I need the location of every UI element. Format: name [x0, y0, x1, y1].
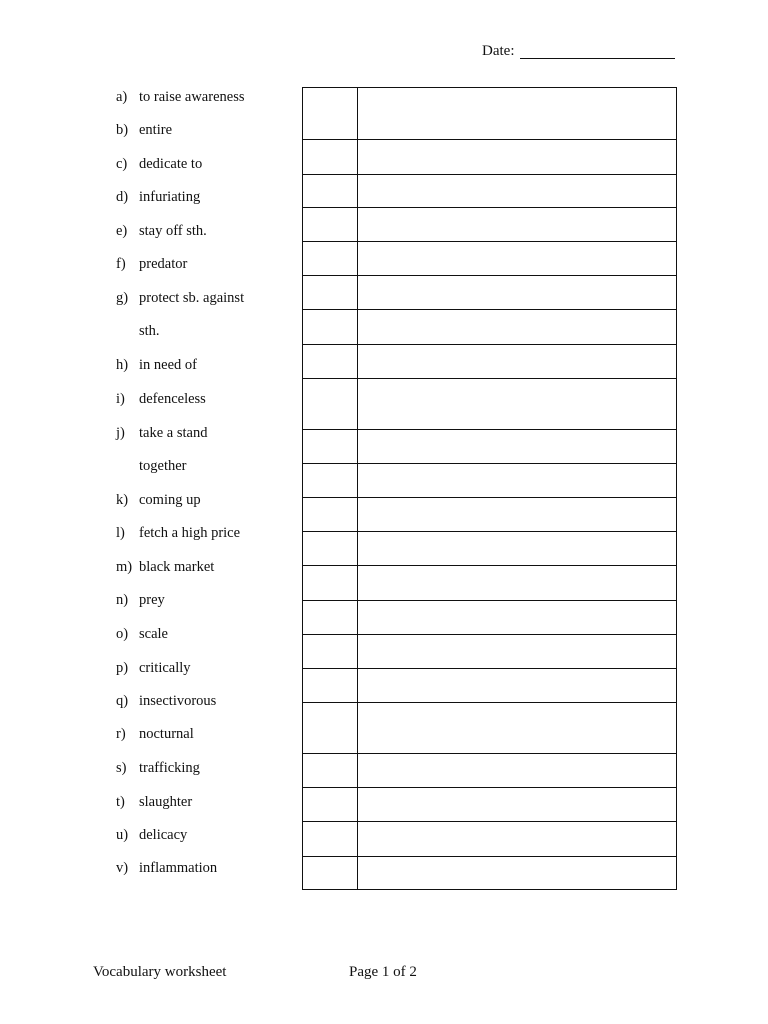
vocabulary-item	[116, 423, 207, 443]
grid-row-divider	[303, 139, 676, 140]
vocabulary-letter: l)	[116, 525, 125, 541]
vocabulary-word: black market	[139, 559, 215, 575]
grid-row-divider	[303, 634, 676, 635]
vocabulary-item	[116, 87, 244, 107]
grid-row-divider	[303, 429, 676, 430]
vocabulary-letter: b)	[116, 122, 129, 138]
vocabulary-word: slaughter	[139, 794, 193, 810]
vocabulary-word: in need of	[139, 357, 197, 373]
vocabulary-word: insectivorous	[139, 693, 217, 709]
vocabulary-letter: q)	[116, 693, 129, 709]
grid-row-divider	[303, 787, 676, 788]
vocabulary-item	[116, 490, 201, 510]
vocabulary-letter: v)	[116, 860, 129, 876]
vocabulary-item	[116, 758, 200, 778]
vocabulary-item	[116, 355, 197, 375]
grid-row-divider	[303, 463, 676, 464]
grid-row-divider	[303, 275, 676, 276]
vocabulary-word: take a stand	[139, 425, 208, 441]
vocabulary-word: sth.	[139, 323, 160, 339]
vocabulary-item	[116, 825, 187, 845]
vocabulary-letter: e)	[116, 223, 128, 239]
vocabulary-letter: i)	[116, 391, 125, 407]
vocabulary-item	[116, 590, 165, 610]
page-number: Page 1 of 2	[349, 964, 417, 980]
vocabulary-list	[0, 0, 300, 900]
vocabulary-letter: s)	[116, 760, 127, 776]
vocabulary-word: critically	[139, 660, 191, 676]
vocabulary-letter: f)	[116, 256, 126, 272]
vocabulary-letter: m)	[116, 559, 133, 575]
vocabulary-item	[116, 557, 214, 577]
vocabulary-word: protect sb. against	[139, 290, 245, 306]
vocabulary-letter: k)	[116, 492, 129, 508]
vocabulary-item	[116, 288, 244, 308]
vocabulary-item	[116, 658, 191, 678]
grid-row-divider	[303, 668, 676, 669]
grid-row-divider	[303, 600, 676, 601]
vocabulary-letter: d)	[116, 189, 129, 205]
grid-row-divider	[303, 174, 676, 175]
vocabulary-item	[116, 321, 160, 341]
vocabulary-letter: p)	[116, 660, 129, 676]
grid-row-divider	[303, 207, 676, 208]
grid-row-divider	[303, 241, 676, 242]
vocabulary-word: trafficking	[139, 760, 200, 776]
vocabulary-item	[116, 724, 194, 744]
grid-row-divider	[303, 497, 676, 498]
vocabulary-item	[116, 254, 187, 274]
grid-row-divider	[303, 531, 676, 532]
vocabulary-word: entire	[139, 122, 173, 138]
vocabulary-letter: h)	[116, 357, 129, 373]
vocabulary-word: nocturnal	[139, 726, 194, 742]
vocabulary-word: scale	[139, 626, 168, 642]
grid-row-divider	[303, 565, 676, 566]
vocabulary-word: predator	[139, 256, 188, 272]
vocabulary-item	[116, 523, 240, 543]
grid-row-divider	[303, 378, 676, 379]
grid-column-divider	[357, 88, 358, 889]
vocabulary-item	[116, 858, 217, 878]
grid-row-divider	[303, 753, 676, 754]
vocabulary-item	[116, 221, 207, 241]
date-label: Date:	[482, 43, 515, 59]
vocabulary-letter: o)	[116, 626, 129, 642]
vocabulary-letter: n)	[116, 592, 129, 608]
vocabulary-word: inflammation	[139, 860, 218, 876]
vocabulary-item	[116, 624, 168, 644]
vocabulary-word: dedicate to	[139, 156, 203, 172]
vocabulary-word: defenceless	[139, 391, 206, 407]
vocabulary-item	[116, 691, 216, 711]
footer-title: Vocabulary worksheet	[93, 964, 227, 980]
vocabulary-item	[116, 456, 187, 476]
vocabulary-word: fetch a high price	[139, 525, 241, 541]
grid-row-divider	[303, 821, 676, 822]
vocabulary-item	[116, 154, 202, 174]
vocabulary-item	[116, 389, 206, 409]
grid-row-divider	[303, 344, 676, 345]
vocabulary-word: delicacy	[139, 827, 188, 843]
vocabulary-word: coming up	[139, 492, 201, 508]
vocabulary-letter: c)	[116, 156, 128, 172]
vocabulary-word: stay off sth.	[139, 223, 207, 239]
vocabulary-word: to raise awareness	[139, 89, 245, 105]
grid-row-divider	[303, 309, 676, 310]
vocabulary-letter: j)	[116, 425, 125, 441]
vocabulary-letter: t)	[116, 794, 125, 810]
date-line[interactable]	[520, 58, 675, 59]
grid-row-divider	[303, 856, 676, 857]
answer-grid	[302, 87, 677, 890]
vocabulary-item	[116, 792, 192, 812]
vocabulary-letter: u)	[116, 827, 129, 843]
vocabulary-item	[116, 120, 172, 140]
vocabulary-letter: a)	[116, 89, 128, 105]
vocabulary-word: prey	[139, 592, 165, 608]
grid-row-divider	[303, 702, 676, 703]
vocabulary-word: infuriating	[139, 189, 201, 205]
vocabulary-word: together	[139, 458, 187, 474]
vocabulary-item	[116, 187, 200, 207]
vocabulary-letter: g)	[116, 290, 129, 306]
vocabulary-letter: r)	[116, 726, 126, 742]
